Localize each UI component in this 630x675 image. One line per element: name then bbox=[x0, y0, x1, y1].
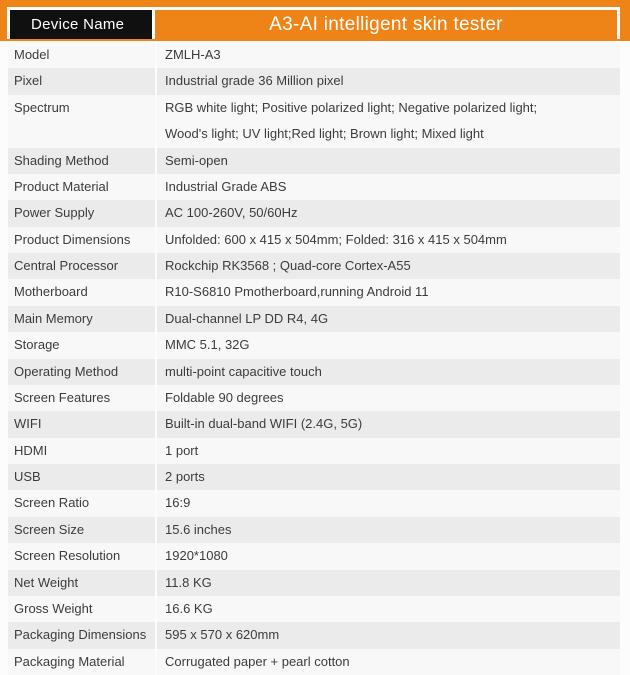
spec-label: Operating Method bbox=[8, 359, 155, 385]
spec-row-gross-weight bbox=[8, 596, 620, 622]
spec-value-line: Wood's light; UV light;Red light; Brown light; Mixed light bbox=[165, 126, 484, 142]
spec-row-operating-method bbox=[8, 359, 620, 385]
spec-value: MMC 5.1, 32G bbox=[157, 332, 620, 358]
spec-row-hdmi bbox=[8, 438, 620, 464]
spec-label: Product Material bbox=[8, 174, 155, 200]
spec-value: Dual-channel LP DD R4, 4G bbox=[157, 306, 620, 332]
spec-label: WIFI bbox=[8, 411, 155, 437]
spec-value: Rockchip RK3568 ; Quad-core Cortex-A55 bbox=[157, 253, 620, 279]
spec-value: Semi-open bbox=[157, 148, 620, 174]
spec-row-product-dimensions bbox=[8, 227, 620, 253]
spec-value: 2 ports bbox=[157, 464, 620, 490]
spec-row-usb bbox=[8, 464, 620, 490]
spec-label: Spectrum bbox=[8, 95, 155, 148]
spec-value: 11.8 KG bbox=[157, 570, 620, 596]
spec-label: Screen Ratio bbox=[8, 490, 155, 516]
page-title: A3-AI intelligent skin tester bbox=[155, 10, 617, 39]
spec-value: Industrial Grade ABS bbox=[157, 174, 620, 200]
spec-row-central-processor bbox=[8, 253, 620, 279]
spec-value bbox=[157, 95, 620, 148]
spec-value: 595 x 570 x 620mm bbox=[157, 622, 620, 648]
spec-value: 16:9 bbox=[157, 490, 620, 516]
spec-label: HDMI bbox=[8, 438, 155, 464]
header-row bbox=[7, 7, 620, 39]
spec-row-screen-ratio bbox=[8, 490, 620, 516]
spec-table bbox=[8, 42, 620, 675]
spec-row-screen-resolution bbox=[8, 543, 620, 569]
device-name-header: Device Name bbox=[10, 10, 152, 39]
spec-row-screen-features bbox=[8, 385, 620, 411]
spec-row-spectrum bbox=[8, 95, 620, 148]
spec-label: Product Dimensions bbox=[8, 227, 155, 253]
spec-label: Gross Weight bbox=[8, 596, 155, 622]
spec-row-screen-size bbox=[8, 517, 620, 543]
spec-value: Unfolded: 600 x 415 x 504mm; Folded: 316 x 415 x 504mm bbox=[157, 227, 620, 253]
spec-label: USB bbox=[8, 464, 155, 490]
spec-label: Main Memory bbox=[8, 306, 155, 332]
spec-value: 16.6 KG bbox=[157, 596, 620, 622]
spec-row-wifi bbox=[8, 411, 620, 437]
spec-value: Industrial grade 36 Million pixel bbox=[157, 68, 620, 94]
spec-label: Packaging Dimensions bbox=[8, 622, 155, 648]
spec-value: Built-in dual-band WIFI (2.4G, 5G) bbox=[157, 411, 620, 437]
spec-row-storage bbox=[8, 332, 620, 358]
spec-value: 1920*1080 bbox=[157, 543, 620, 569]
spec-value: Foldable 90 degrees bbox=[157, 385, 620, 411]
spec-row-product-material bbox=[8, 174, 620, 200]
spec-row-packaging-material bbox=[8, 649, 620, 675]
spec-label: Shading Method bbox=[8, 148, 155, 174]
spec-label: Screen Size bbox=[8, 517, 155, 543]
spec-row-packaging-dimensions bbox=[8, 622, 620, 648]
spec-label: Power Supply bbox=[8, 200, 155, 226]
spec-value: ZMLH-A3 bbox=[157, 42, 620, 68]
spec-value: multi-point capacitive touch bbox=[157, 359, 620, 385]
spec-value: Corrugated paper + pearl cotton bbox=[157, 649, 620, 675]
spec-label: Model bbox=[8, 42, 155, 68]
spec-label: Screen Resolution bbox=[8, 543, 155, 569]
spec-value: R10-S6810 Pmotherboard,running Android 11 bbox=[157, 279, 620, 305]
spec-row-main-memory bbox=[8, 306, 620, 332]
spec-label: Packaging Material bbox=[8, 649, 155, 675]
spec-value: 1 port bbox=[157, 438, 620, 464]
spec-value: 15.6 inches bbox=[157, 517, 620, 543]
spec-label: Screen Features bbox=[8, 385, 155, 411]
spec-row-net-weight bbox=[8, 570, 620, 596]
spec-label: Central Processor bbox=[8, 253, 155, 279]
spec-label: Motherboard bbox=[8, 279, 155, 305]
spec-row-shading-method bbox=[8, 148, 620, 174]
header-band bbox=[0, 0, 630, 41]
spec-row-model bbox=[8, 42, 620, 68]
spec-label: Net Weight bbox=[8, 570, 155, 596]
spec-row-pixel bbox=[8, 68, 620, 94]
spec-label: Storage bbox=[8, 332, 155, 358]
spec-value-line: RGB white light; Positive polarized light; Negative polarized light; bbox=[165, 99, 538, 115]
spec-value: AC 100-260V, 50/60Hz bbox=[157, 200, 620, 226]
spec-label: Pixel bbox=[8, 68, 155, 94]
spec-row-power-supply bbox=[8, 200, 620, 226]
spec-row-motherboard bbox=[8, 279, 620, 305]
